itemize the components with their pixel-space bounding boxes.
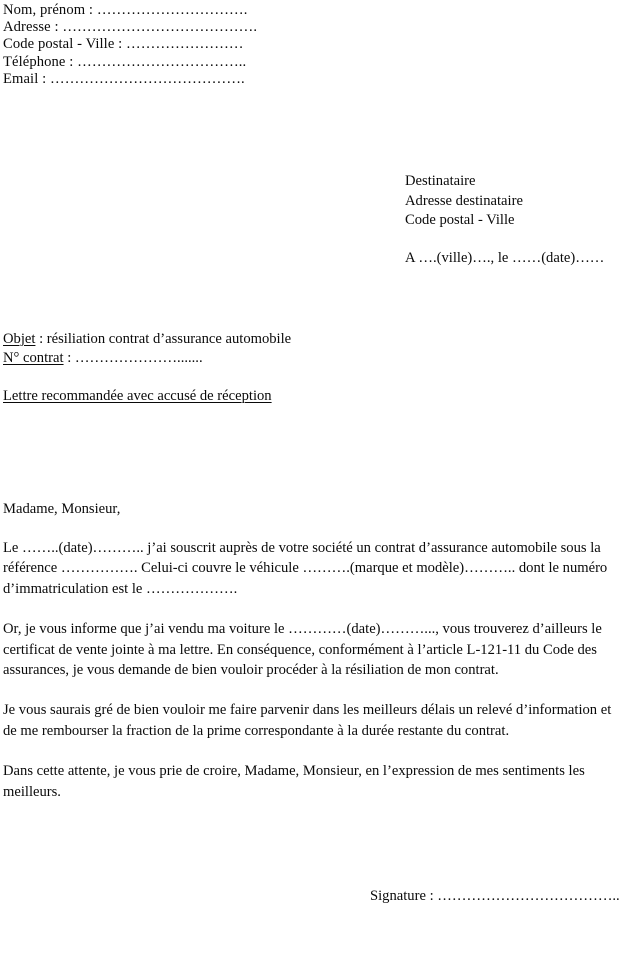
- body-paragraph-2: Or, je vous informe que j’ai vendu ma voiture le …………(date)………..., vous trouverez d’ailleurs le certificat de vente jointe à ma lettre. En conséquence, conformément à l’article L-121-11 du Code des assurances, je vous demande de bien vouloir procéder à la résiliation de mon contrat.: [3, 621, 602, 679]
- signature-line: Signature : ………………………………..: [370, 888, 620, 904]
- body-paragraph-1: Le ……..(date)……….. j’ai souscrit auprès de votre société un contrat d’assurance automobile sous la référence ……………. Celui-ci couvre le véhicule ……….(marque et modèle)……….. dont le numéro d’immatriculation est le ……………….: [3, 540, 608, 597]
- body-paragraph-4: Dans cette attente, je vous prie de croire, Madame, Monsieur, en l’expression de mes sentiments les meilleurs.: [3, 763, 585, 800]
- subject-contract-label: N° contrat: [3, 350, 64, 367]
- sender-block: [3, 2, 303, 88]
- subject-object-line: [3, 330, 503, 349]
- sender-line-email: Email : ………………………………….: [3, 70, 245, 87]
- body-block: [3, 538, 617, 802]
- registered-mail-notice: Lettre recommandée avec accusé de réception: [3, 388, 272, 404]
- subject-object-text: : résiliation contrat d’assurance automobile: [35, 331, 292, 347]
- recipient-line-name: Destinataire: [405, 173, 476, 189]
- sender-line-phone: Téléphone : ……………………………..: [3, 53, 247, 70]
- recipient-line-postal-city: Code postal - Ville: [405, 212, 515, 229]
- subject-contract-text: : ………………….......: [63, 350, 203, 367]
- recipient-line-address: Adresse destinataire: [405, 192, 523, 209]
- salutation: Madame, Monsieur,: [3, 501, 121, 517]
- recipient-block: [405, 172, 630, 231]
- subject-object-label: Objet: [3, 331, 36, 347]
- subject-contract-line: [3, 349, 503, 368]
- sender-line-postal-city: Code postal - Ville : ……………………: [3, 36, 244, 53]
- subject-block: [3, 330, 503, 369]
- sender-line-name: Nom, prénom : ………………………….: [3, 2, 248, 18]
- sender-line-address: Adresse : ………………………………….: [3, 19, 258, 36]
- body-paragraph-3: Je vous saurais gré de bien vouloir me faire parvenir dans les meilleurs délais un relevé d’information et de me rembourser la fraction de la prime correspondante à la durée restante du contrat.: [3, 702, 612, 739]
- city-date-line: A ….(ville)…., le ……(date)……: [405, 250, 605, 266]
